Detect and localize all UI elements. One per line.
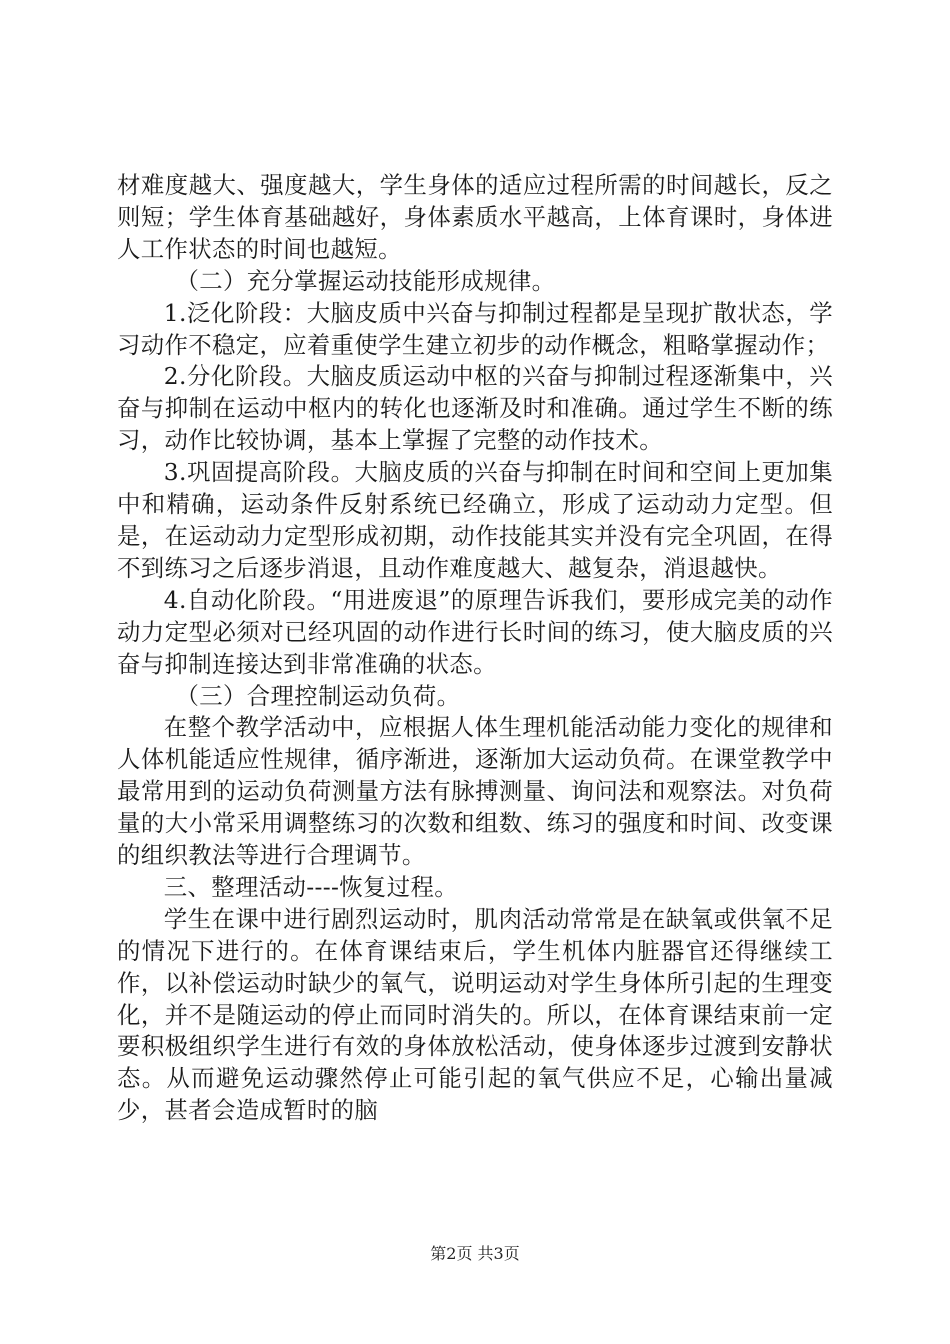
paragraph-stage-1: 1.泛化阶段：大脑皮质中兴奋与抑制过程都是呈现扩散状态，学习动作不稳定，应着重使学生建立初步的动作概念，粗略掌握动作； [117,298,833,359]
paragraph-continuation: 材难度越大、强度越大，学生身体的适应过程所需的时间越长，反之则短；学生体育基础越好，身体素质水平越高，上体育课时，身体进人工作状态的时间也越短。 [117,171,833,263]
section-heading-3: （三）合理控制运动负荷。 [175,681,461,710]
paragraph-stage-4: 4.自动化阶段。“用进废退”的原理告诉我们，要形成完美的动作动力定型必须对已经巩固的动作进行长时间的练习，使大脑皮质的兴奋与抑制连接达到非常准确的状态。 [117,585,833,678]
paragraph-recovery: 学生在课中进行剧烈运动时，肌肉活动常常是在缺氧或供氧不足的情况下进行的。在体育课结束后，学生机体内脏器官还得继续工作，以补偿运动时缺少的氧气，说明运动对学生身体所引起的生理变化，并不是随运动的停止而同时消失的。所以，在体育课结束前一定要积极组织学生进行有效的身体放松活动，使身体逐步过渡到安静状态。从而避免运动骤然停止可能引起的氧气供应不足，心输出量减少，甚者会造成暂时的脑 [117,904,833,1125]
paragraph-stage-2: 2.分化阶段。大脑皮质运动中枢的兴奋与抑制过程逐渐集中，兴奋与抑制在运动中枢内的转化也逐渐及时和准确。通过学生不断的练习，动作比较协调，基本上掌握了完整的动作技术。 [117,362,833,455]
paragraph-stage-3: 3.巩固提高阶段。大脑皮质的兴奋与抑制在时间和空间上更加集中和精确，运动条件反射系统已经确立，形成了运动动力定型。但是，在运动动力定型形成初期，动作技能其实并没有完全巩固，在得不到练习之后逐步消退，且动作难度越大、越复杂，消退越快。 [117,458,833,582]
section-heading-cooldown: 三、整理活动----恢复过程。 [163,872,458,901]
body-text [117,170,833,1127]
section-heading-2: （二）充分掌握运动技能形成规律。 [175,266,556,295]
page-footer: 第2页 共3页 [430,1244,520,1263]
paragraph-load-control: 在整个教学活动中，应根据人体生理机能活动能力变化的规律和人体机能适应性规律，循序渐进，逐渐加大运动负荷。在课堂教学中最常用到的运动负荷测量方法有脉搏测量、询问法和观察法。对负荷量的大小常采用调整练习的次数和组数、练习的强度和时间、改变课的组织教法等进行合理调节。 [117,713,833,870]
